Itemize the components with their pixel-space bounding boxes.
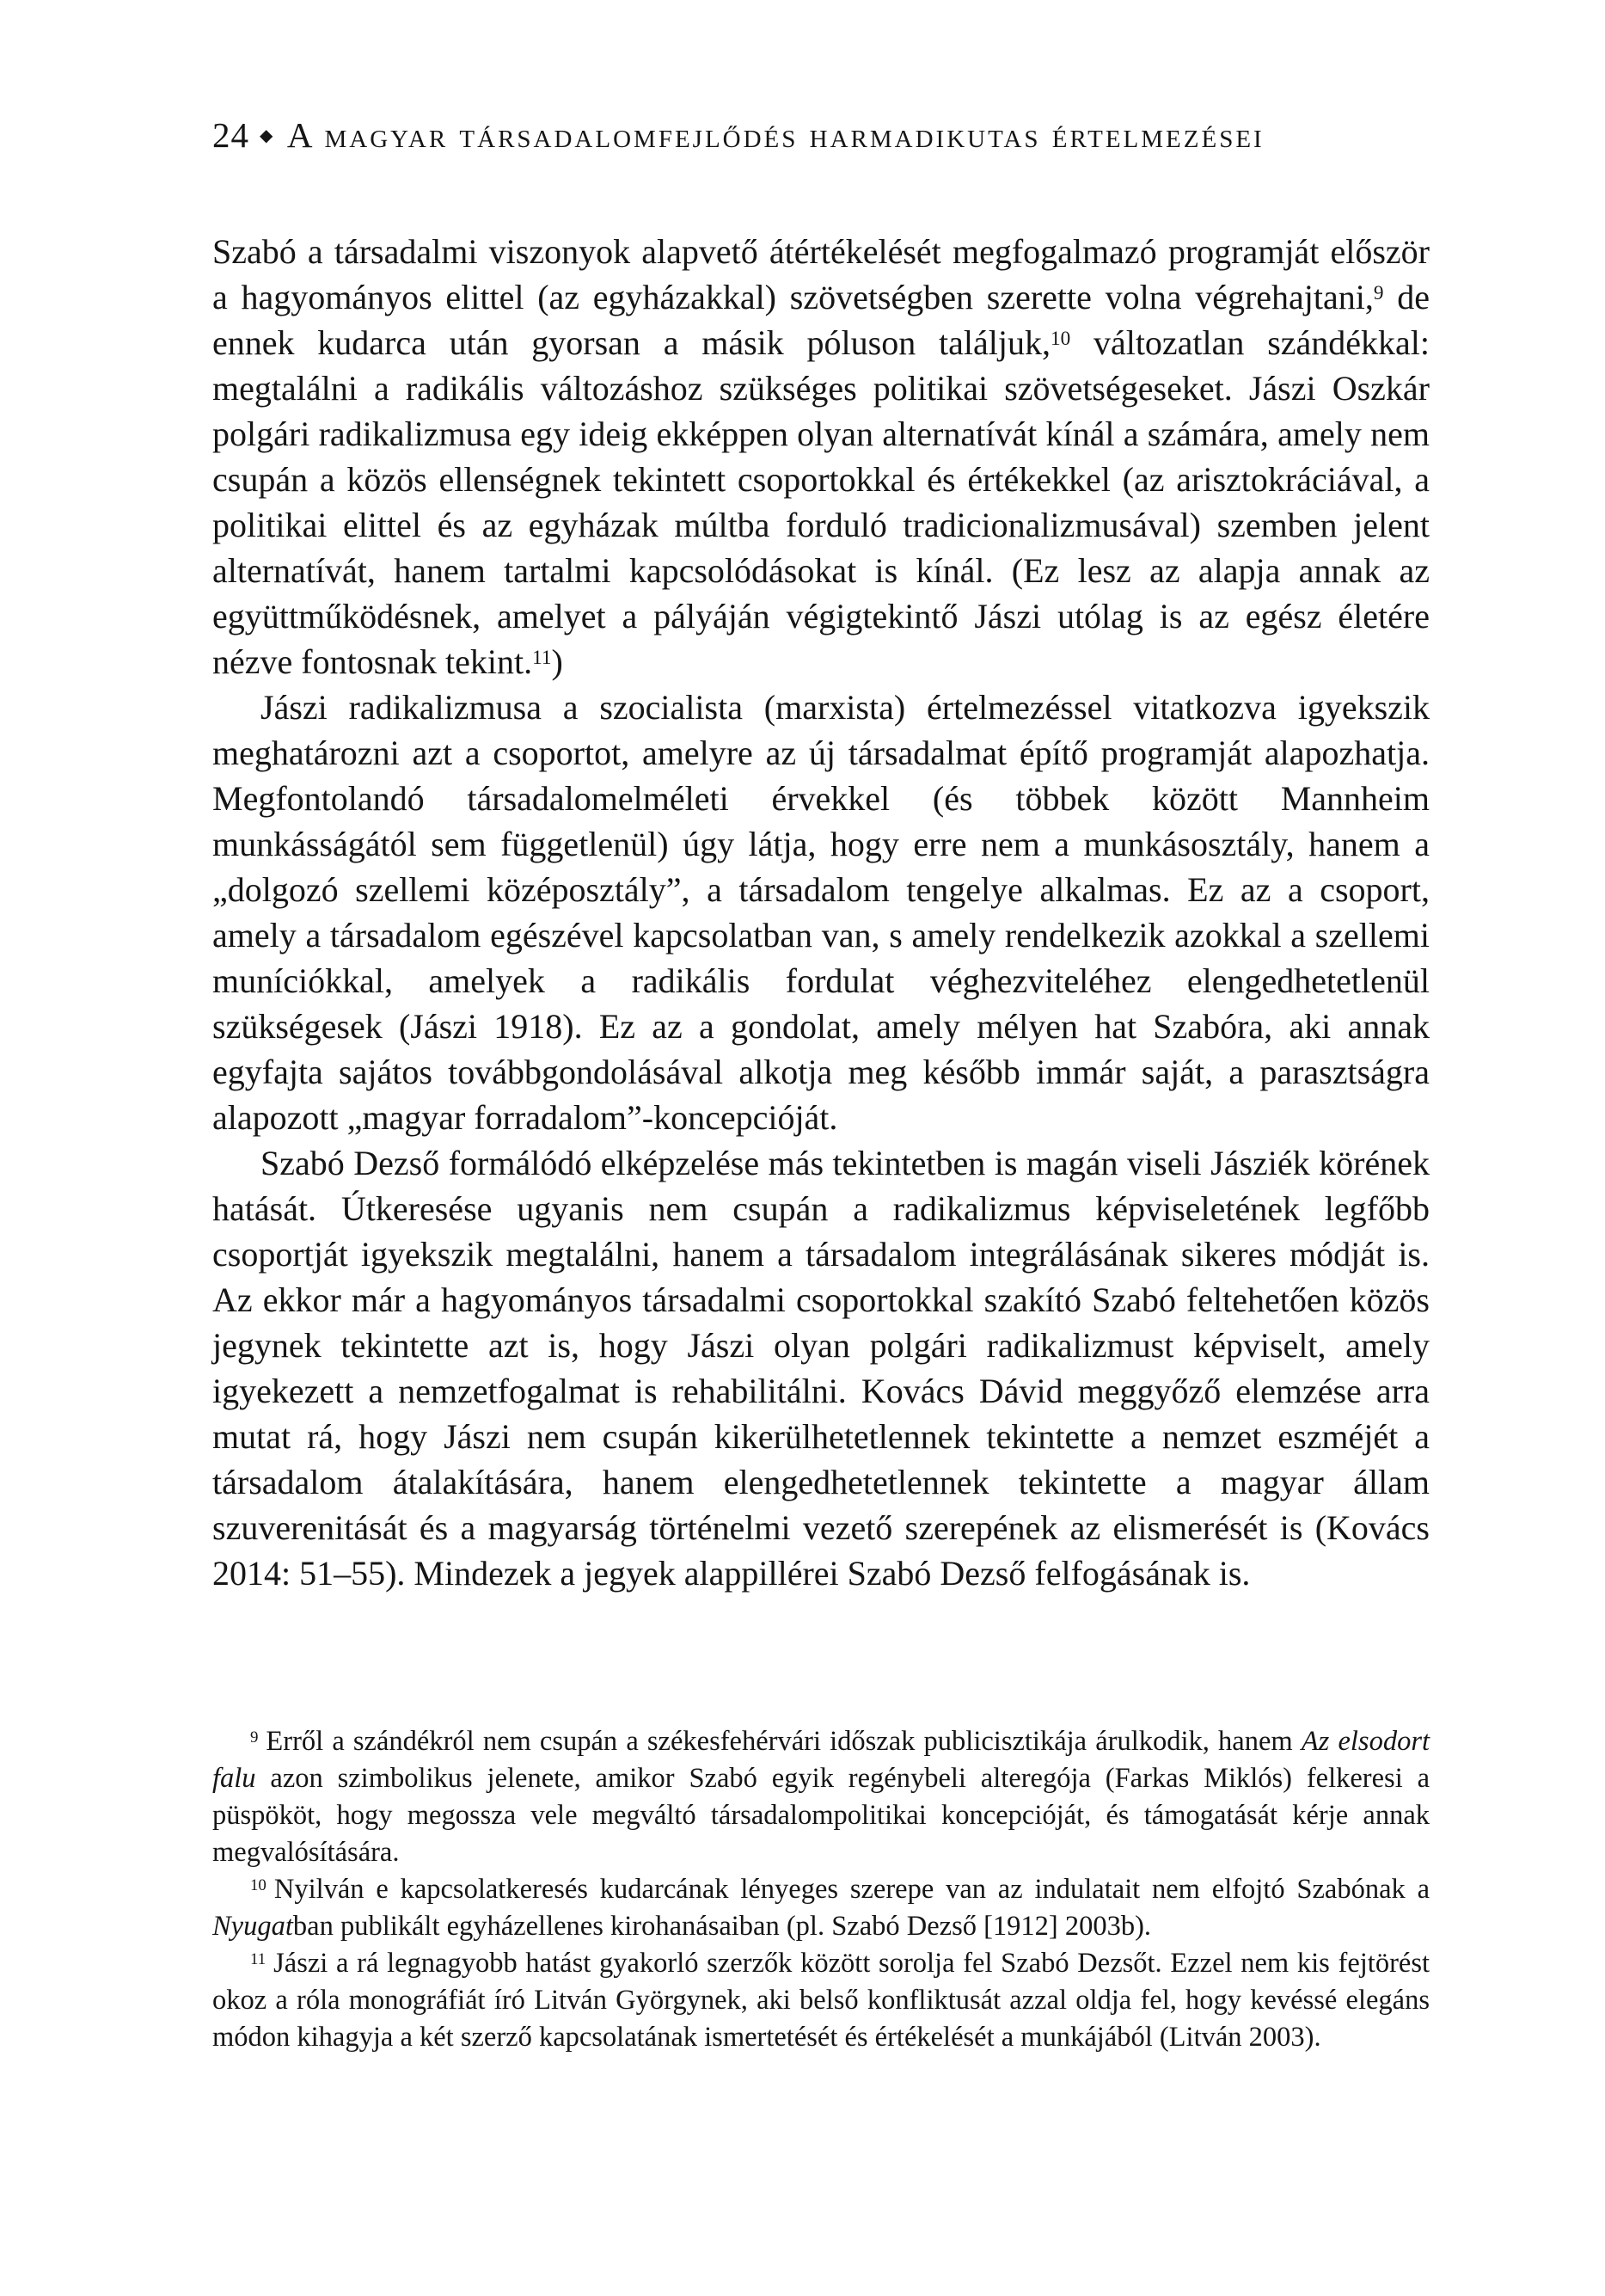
- footnotes-section: [212, 1723, 1430, 2056]
- footnote-text-9: Erről a szándékról nem csupán a székesfehérvári időszak publicisztikája árulkodik, hanem Az elsodort falu azon szimbolikus jelenete, amikor Szabó egyik regénybeli alteregója (Farkas Miklós) felkeresi a püspököt, hogy megossza vele megváltó társadalompolitikai koncepcióját, és támogatását kérje annak megvalósítására.: [212, 1726, 1430, 1868]
- footnote-9: [212, 1723, 1430, 1871]
- footnote-text-10: Nyilván e kapcsolatkeresés kudarcának lényeges szerepe van az indulatait nem elfojtó Szabónak a Nyugatban publikált egyházellenes kirohanásaiban (pl. Szabó Dezső [1912] 2003b).: [212, 1874, 1430, 1942]
- page-number: 24: [212, 115, 249, 155]
- footnote-10: [212, 1871, 1430, 1945]
- footnote-marker-11: 11: [250, 1949, 266, 1968]
- footnote-marker-10: 10: [250, 1875, 266, 1894]
- footnote-11: [212, 1945, 1430, 2056]
- body-paragraph-1: Szabó a társadalmi viszonyok alapvető átértékelését megfogalmazó programját először a hagyományos elittel (az egyházakkal) szövetségben szerette volna végrehajtani,$^9$ de ennek kudarca után gyorsan a másik póluson találjuk,$^{10}$ változatlan szándékkal: megtalálni a radikális változáshoz szükséges politikai szövetségeseket. Jászi Oszkár polgári radikalizmusa egy ideig ekképpen olyan alternatívát kínál a számára, amely nem csupán a közös ellenségnek tekintett csoportokkal és értékekkel (az arisztokráciával, a politikai elittel és az egyházak múltba forduló tradicionalizmusával) szemben jelent alternatívát, hanem tartalmi kapcsolódásokat is kínál. (Ez lesz az alapja annak az együttműködésnek, amelyet a pályáján végigtekintő Jászi utólag is az egész életére nézve fontosnak tekint.$^{11}$): [212, 232, 1430, 681]
- footnote-text-11: Jászi a rá legnagyobb hatást gyakorló szerzők között sorolja fel Szabó Dezsőt. Ezzel nem kis fejtörést okoz a róla monográfiát író Litván Györgynek, aki belső konfliktusát azzal oldja fel, hogy kevéssé elegáns módon kihagyja a két szerző kapcsolatának ismertetését és értékelését a munkájából (Litván 2003).: [212, 1948, 1430, 2053]
- diamond-separator-icon: ◆: [260, 125, 273, 145]
- body-paragraph-3: Szabó Dezső formálódó elképzelése más tekintetben is magán viseli Jásziék körének hatását. Útkeresése ugyanis nem csupán a radikalizmus képviseletének legfőbb csoportját igyekszik megtalálni, hanem a társadalom integrálásának sikeres módját is. Az ekkor már a hagyományos társadalmi csoportokkal szakító Szabó feltehetően közös jegynek tekintette azt is, hogy Jászi olyan polgári radikalizmust képviselt, amely igyekezett a nemzetfogalmat is rehabilitálni. Kovács Dávid meggyőző elemzése arra mutat rá, hogy Jászi nem csupán kikerülhetetlennek tekintette a nemzet eszméjét a társadalom átalakítására, hanem elengedhetetlennek tekintette a magyar állam szuverenitását és a magyarság történelmi vezető szerepének az elismerését is (Kovács 2014: 51–55). Mindezek a jegyek alappillérei Szabó Dezső felfogásának is.: [212, 1144, 1430, 1593]
- footnote-marker-9: 9: [250, 1728, 259, 1747]
- body-text: [212, 229, 1430, 1596]
- running-title: A magyar társadalomfejlődés harmadikutas értelmezései: [286, 115, 1265, 155]
- body-paragraph-2: Jászi radikalizmusa a szocialista (marxista) értelmezéssel vitatkozva igyekszik meghatározni azt a csoportot, amelyre az új társadalmat építő programját alapozhatja. Megfontolandó társadalomelméleti érvekkel (és többek között Mannheim munkásságától sem függetlenül) úgy látja, hogy erre nem a munkásosztály, hanem a „dolgozó szellemi középosztály”, a társadalom tengelye alkalmas. Ez az a csoport, amely a társadalom egészével kapcsolatban van, s amely rendelkezik azokkal a szellemi muníciókkal, amelyek a radikális fordulat véghezviteléhez elengedhetetlenül szükségesek (Jászi 1918). Ez az a gondolat, amely mélyen hat Szabóra, aki annak egyfajta sajátos továbbgondolásával alkotja meg később immár saját, a parasztságra alapozott „magyar forradalom”-koncepcióját.: [212, 688, 1430, 1137]
- page-header: [212, 112, 1430, 158]
